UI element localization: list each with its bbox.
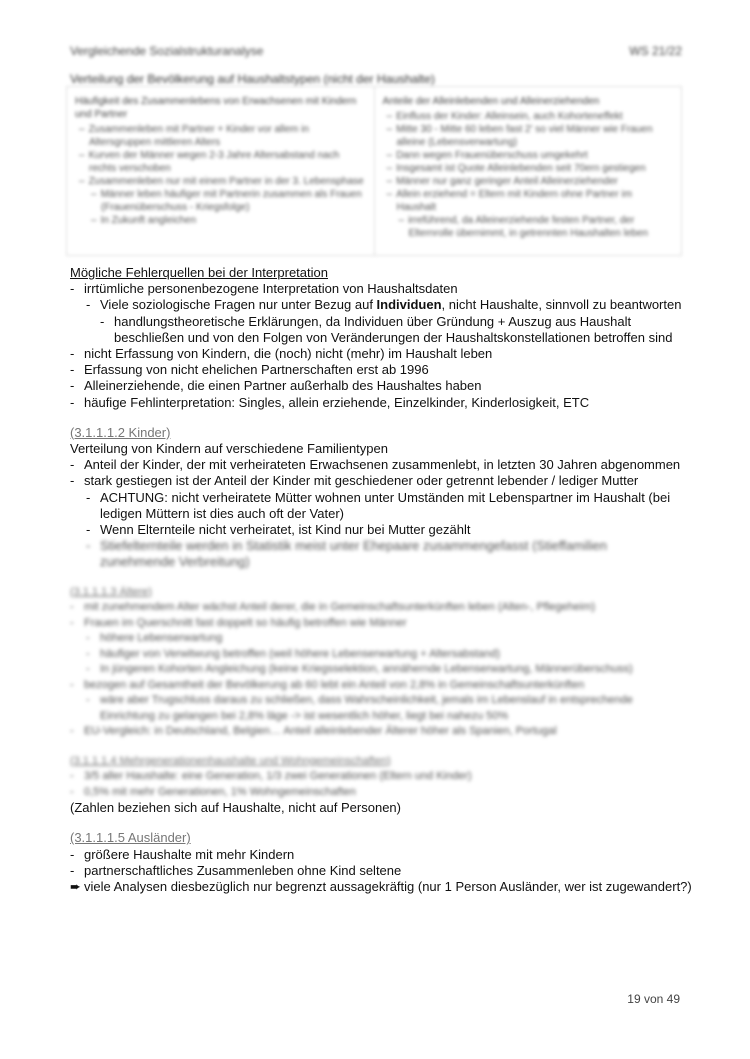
semester-label: WS 21/22 xyxy=(629,44,682,58)
list-item: - wäre aber Trugschluss daraus zu schließen, dass Wahrscheinlichkeit, jemals im Lebenslauf in entsprechende Einrichtung zu gelangen bei 2,8% läge -> ist wesentlich höher, liegt bei nahezu 50% xyxy=(86,694,633,722)
list-item: - ACHTUNG: nicht verheiratete Mütter wohnen unter Umständen mit Lebenspartner im Haushalt (bei xyxy=(86,489,671,505)
section-ref-kinder: (3.1.1.1.2 Kinder) xyxy=(70,424,171,440)
household-table xyxy=(66,86,682,256)
list-item: - In jüngeren Kohorten Angleichung (keine Kriegsselektion, annähernde Lebenserwartung, Männerüberschuss) xyxy=(86,663,633,676)
list-item: - größere Haushalte mit mehr Kindern xyxy=(70,846,295,862)
list-item: - Erfassung von nicht ehelichen Partnerschaften erst ab 1996 xyxy=(70,362,429,378)
section-ref-auslaender: (3.1.1.1.5 Ausländer) xyxy=(70,830,191,846)
table-right-heading: Anteile der Alleinlebenden und Alleinerziehenden xyxy=(382,96,600,107)
section-heading-fehlerquellen: Mögliche Fehlerquellen bei der Interpretation xyxy=(70,265,328,280)
table-left-heading: Häufigkeit des Zusammenlebens von Erwachsenen mit Kindern und Partner xyxy=(75,96,357,120)
list-item: - partnerschaftliches Zusammenleben ohne Kind seltene xyxy=(70,862,402,878)
table-left-item: – Kurven der Männer wegen 2-3 Jahre Altersabstand nach rechts verschoben xyxy=(89,149,366,175)
table-left-item: – Zusammenleben nur mit einem Partner in der 3. Lebensphase xyxy=(89,175,366,188)
list-item: - stark gestiegen ist der Anteil der Kinder mit geschiedener oder getrennt lebender / lediger Mutter xyxy=(70,473,639,489)
page-number: 19 von 49 xyxy=(627,992,680,1006)
list-item: - mit zunehmendem Alter wächst Anteil derer, die in Gemeinschaftsunterkünften leben (Alten-, Pflegeheim) xyxy=(70,601,596,614)
list-item: - bezogen auf Gesamtheit der Bevölkerung ab 60 lebt ein Anteil von 2,8% in Gemeinschaftsunterkünften xyxy=(70,678,585,691)
list-item: - EU-Vergleich: in Deutschland, Belgien… Anteil alleinlebender Älterer höher als Spanien, Portugal xyxy=(70,725,557,738)
list-item: - handlungstheoretische Erklärungen, da Individuen über Gründung + Auszug aus Haushalt xyxy=(100,313,632,329)
list-item: - 0,5% mit mehr Generationen, 1% Wohngemeinschaften xyxy=(70,785,356,798)
note-text: (Zahlen beziehen sich auf Haushalte, nicht auf Personen) xyxy=(70,800,401,816)
table-title: Verteilung der Bevölkerung auf Haushaltstypen (nicht der Haushalte) xyxy=(70,72,435,86)
page-header xyxy=(70,44,682,58)
list-item: - häufige Fehlinterpretation: Singles, allein erziehende, Einzelkinder, Kinderlosigkeit, ETC xyxy=(70,394,590,410)
list-item: - 3/5 aller Haushalte: eine Generation, 1/3 zwei Generationen (Eltern und Kinder) xyxy=(70,770,472,783)
section-heading-kinder: Verteilung von Kindern auf verschiedene Familientypen xyxy=(70,441,388,457)
table-left-item: – In Zukunft angleichen xyxy=(89,214,366,227)
list-item: - nicht Erfassung von Kindern, die (noch) nicht (mehr) im Haushalt leben xyxy=(70,346,493,362)
list-item-continuation: ledigen Müttern ist dies auch oft der Vater) xyxy=(100,505,344,521)
list-item: - höhere Lebenserwartung xyxy=(86,632,223,645)
table-right-column xyxy=(374,87,682,255)
list-item: - Stiefelternteile werden in Statistik meist unter Ehepaare zusammengefasst (Stieffamilien zunehmende Verbreitung) xyxy=(86,538,608,570)
table-left-item: – Zusammenleben mit Partner + Kinder vor allem in Altersgruppen mittleren Alters xyxy=(89,123,366,149)
list-item: - Frauen im Querschnitt fast doppelt so häufig betroffen wie Männer xyxy=(70,616,407,629)
table-right-item: – Mitte 30 - Mitte 60 leben fast 2' so viel Männer wie Frauen alleine (Lebensverwartung) xyxy=(397,123,674,149)
section-ref-aeltere: (3.1.1.1.3 Ältere) xyxy=(70,585,152,598)
conclusion-line: ➨ viele Analysen diesbezüglich nur begrenzt aussagekräftig (nur 1 Person Ausländer, wer ist zugewandert?) xyxy=(70,878,692,894)
table-right-item: – irreführend, da Alleinerziehende festen Partner, der Elternrolle übernimmt, in getrennten Haushalten leben xyxy=(397,214,674,240)
bold-term: Individuen xyxy=(376,297,442,313)
list-item: - Viele soziologische Fragen nur unter Bezug auf Individuen, nicht Haushalte, sinnvoll zu beantworten xyxy=(86,297,682,313)
section-ref-mehrgenerationen: (3.1.1.1.4 Mehrgenerationenhaushalte und Wohngemeinschaften) xyxy=(70,754,391,767)
list-item-continuation: beschließen und von den Folgen von Veränderungen der Haushaltskonstellationen betroffen sind xyxy=(114,329,673,345)
list-item: - häufiger von Verwitwung betroffen (weil höhere Lebenserwartung + Altersabstand) xyxy=(86,647,501,660)
list-item: - irrtümliche personenbezogene Interpretation von Haushaltsdaten xyxy=(70,281,458,297)
list-item: - Wenn Elternteile nicht verheiratet, ist Kind nur bei Mutter gezählt xyxy=(86,522,471,538)
section-aeltere xyxy=(70,585,682,740)
list-item: - Anteil der Kinder, der mit verheirateten Erwachsenen zusammenlebt, in letzten 30 Jahren abgenommen xyxy=(70,457,681,473)
list-item: - Alleinerziehende, die einen Partner außerhalb des Haushaltes haben xyxy=(70,378,482,394)
table-right-item: – Allein erziehend = Eltern mit Kindern ohne Partner im Haushalt xyxy=(397,188,674,214)
document-body xyxy=(70,265,692,895)
table-right-item: – Einfluss der Kinder: Alleinsein, auch Kohorteneffekt xyxy=(397,110,674,123)
table-left-column xyxy=(67,87,374,255)
arrow-right-icon: ➨ xyxy=(70,878,81,894)
table-right-item: – Männer nur ganz geringer Anteil Alleinerziehender xyxy=(397,175,674,188)
table-right-item: – Insgesamt ist Quote Alleinlebenden seit 70ern gestiegen xyxy=(397,162,674,175)
course-title: Vergleichende Sozialstrukturanalyse xyxy=(70,44,264,58)
table-right-item: – Dann wegen Frauenüberschuss umgekehrt xyxy=(397,149,674,162)
section-mehrgenerationen xyxy=(70,754,682,801)
table-left-item: – Männer leben häufiger mit Partnerin zusammen als Frauen (Frauenüberschuss - Kriegsfolge) xyxy=(89,188,366,214)
